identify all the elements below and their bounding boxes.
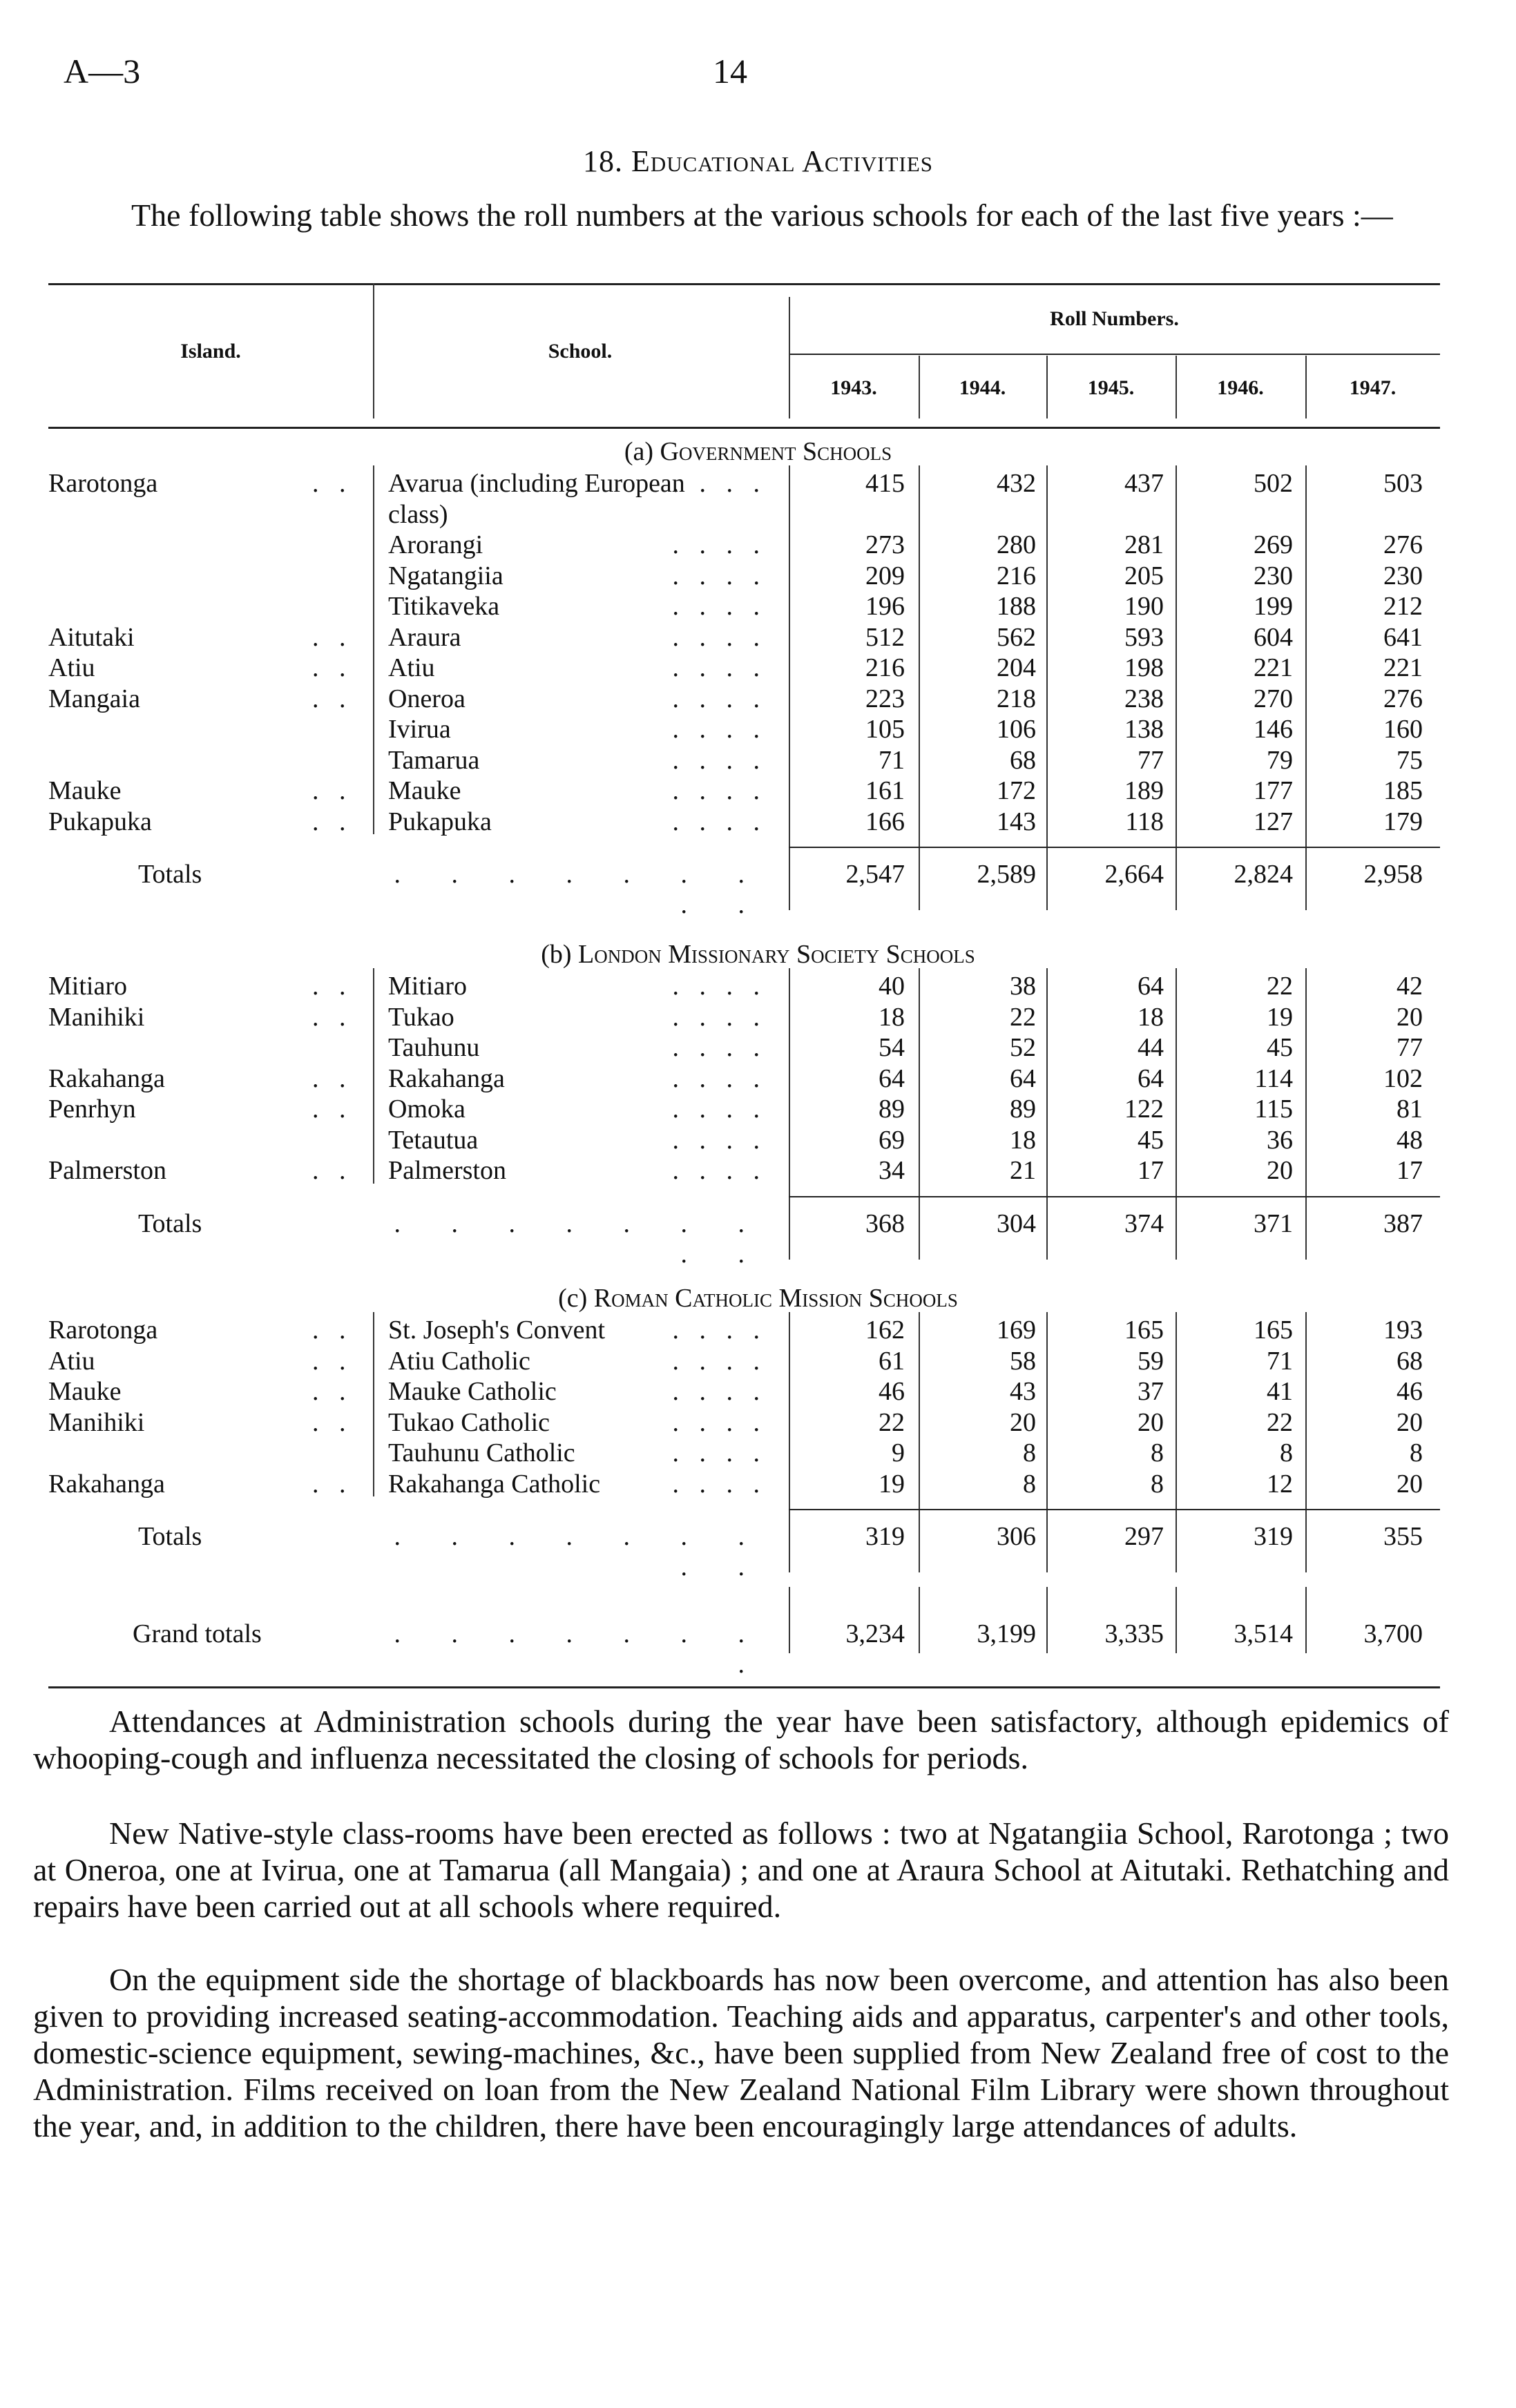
leader-dots: . . . . [672,1095,767,1124]
roll-value: 36 [1267,1126,1293,1155]
roll-value: 71 [879,746,905,775]
column-divider [1176,465,1177,910]
header-school: School. [548,340,613,363]
roll-value: 273 [865,530,905,559]
leader-dots: . . . . [672,592,767,621]
roll-value: 503 [1383,469,1423,498]
leader-dots: . . . . [672,469,767,498]
roll-value: 105 [865,715,905,744]
paragraph-classrooms: New Native-style class-rooms have been erected as follows : two at Ngatangiia School, Rarotonga ; two at Oneroa, one at Ivirua, one at Tamarua (all Mangaia) ; and one at Araura School at Aitutaki. Rethatching and repairs have been carried out at all schools where required. [33,1815,1449,1924]
roll-value: 40 [879,972,905,1001]
roll-value: 502 [1254,469,1293,498]
island-cell: Manihiki [48,1408,145,1437]
section-title: 18. Educational Activities [582,144,934,178]
table-row [0,1155,1516,1186]
roll-value: 59 [1138,1347,1164,1376]
roll-value: 20 [1397,1003,1423,1032]
table-bottom-rule [48,1686,1440,1688]
header-bottom-rule [48,427,1440,429]
roll-value: 46 [1397,1377,1423,1406]
roll-value: 20 [1138,1408,1164,1437]
school-cell: Oneroa [388,684,466,713]
totals-row [0,859,1516,919]
roll-value: 169 [997,1316,1036,1345]
roll-value: 162 [865,1316,905,1345]
school-cell: Tukao Catholic [388,1408,550,1437]
roll-value: 432 [997,469,1036,498]
roll-value: 209 [865,561,905,590]
group-title [0,939,1516,970]
header-roll-numbers: Roll Numbers. [1050,307,1179,330]
leader-dots: . . [312,807,353,836]
totals-value: 319 [1254,1522,1293,1551]
totals-rule [789,1196,1440,1197]
grand-totals-label: Grand totals [133,1619,262,1648]
table-row [0,591,1516,622]
header-year-1943: 1943. [830,376,877,399]
leader-dots: . . . . . . . . . [394,860,767,919]
school-cell: Atiu [388,653,435,682]
leader-dots: . . . . [672,1347,767,1376]
table-row [0,1469,1516,1499]
roll-value: 218 [997,684,1036,713]
school-cell: Pukapuka [388,807,492,836]
leader-dots: . . [312,1377,353,1406]
roll-value: 20 [1267,1156,1293,1185]
totals-value: 2,547 [845,860,905,889]
roll-value: 8 [1023,1438,1036,1467]
school-cell: Ivirua [388,715,451,744]
group-title-text: Government Schools [660,437,892,466]
island-cell: Atiu [48,1347,95,1376]
school-cell: Omoka [388,1095,466,1124]
roll-value: 20 [1397,1408,1423,1437]
leader-dots: . . . . [672,1126,767,1155]
leader-dots: . . . . . . . . [394,1619,767,1679]
roll-value: 75 [1397,746,1423,775]
column-divider [373,465,374,834]
roll-value: 212 [1383,592,1423,621]
roll-value: 69 [879,1126,905,1155]
leader-dots: . . [312,1408,353,1437]
roll-value: 166 [865,807,905,836]
school-cell: Arorangi [388,530,483,559]
roll-value: 21 [1010,1156,1036,1185]
totals-value: 371 [1254,1209,1293,1238]
leader-dots: . . [312,1316,353,1345]
leader-dots: . . . . [672,972,767,1001]
header-year-1946: 1946. [1217,376,1264,399]
roll-value: 58 [1010,1347,1036,1376]
roll-value: 8 [1151,1438,1164,1467]
leader-dots: . . . . [672,1438,767,1467]
group-title-prefix: (a) [624,437,654,466]
island-cell: Aitutaki [48,623,135,652]
roll-value: 280 [997,530,1036,559]
roll-value: 199 [1254,592,1293,621]
school-cell: Mitiaro [388,972,467,1001]
leader-dots: . . [312,776,353,805]
table-row [0,776,1516,806]
header-year-1945: 1945. [1087,376,1135,399]
document-code: A—3 [64,52,141,90]
roll-value: 512 [865,623,905,652]
roll-value: 221 [1383,653,1423,682]
roll-value: 18 [1138,1003,1164,1032]
roll-value: 20 [1010,1408,1036,1437]
roll-value: 64 [1010,1064,1036,1093]
totals-value: 2,824 [1234,860,1293,889]
roll-value: 52 [1010,1033,1036,1062]
group-title [0,1283,1516,1313]
leader-dots: . . [312,1156,353,1185]
roll-value: 190 [1124,592,1164,621]
group-title-prefix: (c) [558,1284,588,1313]
roll-value: 17 [1397,1156,1423,1185]
island-cell: Rarotonga [48,1316,158,1345]
table-row [0,1063,1516,1094]
leader-dots: . . [312,972,353,1001]
table-row [0,1346,1516,1376]
leader-dots: . . . . [672,1156,767,1185]
totals-value: 297 [1124,1522,1164,1551]
roll-value: 9 [892,1438,905,1467]
totals-row [0,1208,1516,1269]
island-cell: Rarotonga [48,469,158,498]
roll-value: 216 [865,653,905,682]
grand-totals-row [0,1619,1516,1679]
roll-value: 204 [997,653,1036,682]
table-row [0,1032,1516,1063]
island-cell: Manihiki [48,1003,145,1032]
leader-dots: . . [312,623,353,652]
roll-value: 143 [997,807,1036,836]
roll-value: 89 [879,1095,905,1124]
roll-value: 45 [1138,1126,1164,1155]
leader-dots: . . [312,1470,353,1499]
roll-value: 68 [1010,746,1036,775]
roll-value: 177 [1254,776,1293,805]
header-year-1944: 1944. [959,376,1006,399]
roll-value: 230 [1383,561,1423,590]
roll-value: 46 [879,1377,905,1406]
roll-value: 8 [1151,1470,1164,1499]
column-divider [789,465,790,910]
roll-value: 64 [1138,972,1164,1001]
roll-value: 37 [1138,1377,1164,1406]
group-title-text: Roman Catholic Mission Schools [593,1284,958,1313]
table-row [0,684,1516,714]
table-row [0,1125,1516,1155]
roll-value: 185 [1383,776,1423,805]
school-cell: Atiu Catholic [388,1347,530,1376]
roll-value: 269 [1254,530,1293,559]
table-row [0,530,1516,560]
school-cell: St. Joseph's Convent [388,1316,606,1345]
roll-value: 238 [1124,684,1164,713]
roll-value: 77 [1138,746,1164,775]
island-cell: Rakahanga [48,1064,165,1093]
column-divider [919,465,920,910]
leader-dots: . . . . [672,1316,767,1345]
roll-value: 189 [1124,776,1164,805]
totals-value: 355 [1383,1522,1423,1551]
group-title-prefix: (b) [541,940,572,969]
school-cell: Mauke [388,776,461,805]
roll-value: 43 [1010,1377,1036,1406]
roll-value: 593 [1124,623,1164,652]
roll-value: 437 [1124,469,1164,498]
table-row [0,1376,1516,1407]
island-cell: Palmerston [48,1156,166,1185]
roll-value: 146 [1254,715,1293,744]
roll-value: 172 [997,776,1036,805]
roll-value: 22 [1267,972,1293,1001]
totals-value: 319 [865,1522,905,1551]
school-cell: Rakahanga [388,1064,505,1093]
roll-value: 12 [1267,1470,1293,1499]
roll-value: 161 [865,776,905,805]
roll-value: 79 [1267,746,1293,775]
roll-value: 114 [1254,1064,1293,1093]
leader-dots: . . . . [672,530,767,559]
roll-value: 276 [1383,530,1423,559]
grand-totals-value: 3,700 [1363,1619,1423,1648]
school-cell: Rakahanga Catholic [388,1470,601,1499]
column-divider [373,968,374,1184]
roll-value: 44 [1138,1033,1164,1062]
roll-value: 42 [1397,972,1423,1001]
leader-dots: . . . . . . . . . [394,1209,767,1269]
roll-value: 122 [1124,1095,1164,1124]
roll-value: 216 [997,561,1036,590]
grand-totals-value: 3,335 [1104,1619,1164,1648]
table-row [0,1438,1516,1468]
leader-dots: . . [312,1003,353,1032]
roll-value: 196 [865,592,905,621]
totals-value: 2,958 [1363,860,1423,889]
roll-value: 81 [1397,1095,1423,1124]
roll-value: 64 [879,1064,905,1093]
school-cell: Tamarua [388,746,480,775]
leader-dots: . . . . [672,1033,767,1062]
table-row [0,971,1516,1001]
roll-value: 45 [1267,1033,1293,1062]
table-row [0,1094,1516,1124]
table-top-rule [48,283,1440,285]
roll-value: 276 [1383,684,1423,713]
table-row [0,499,1516,530]
grand-totals-value: 3,514 [1234,1619,1293,1648]
table-row [0,1002,1516,1032]
totals-value: 387 [1383,1209,1423,1238]
grand-totals-value: 3,234 [845,1619,905,1648]
roll-value: 38 [1010,972,1036,1001]
group-title [0,436,1516,467]
roll-value: 102 [1383,1064,1423,1093]
table-row [0,807,1516,837]
leader-dots: . . . . [672,776,767,805]
school-cell: Mauke Catholic [388,1377,557,1406]
table-row [0,622,1516,653]
paragraph-attendance: Attendances at Administration schools during the year have been satisfactory, although epidemics of whooping-cough and influenza necessitated the closing of schools for periods. [33,1704,1449,1775]
island-cell: Pukapuka [48,807,152,836]
totals-label: Totals [138,1522,202,1551]
leader-dots: . . . . [672,715,767,744]
roll-value: 118 [1125,807,1164,836]
leader-dots: . . . . . . . . . [394,1522,767,1581]
roll-value: 160 [1383,715,1423,744]
totals-value: 2,664 [1104,860,1164,889]
roll-value: 604 [1254,623,1293,652]
roll-value: 165 [1124,1316,1164,1345]
roll-value: 22 [879,1408,905,1437]
school-cell: Titikaveka [388,592,500,621]
roll-value: 230 [1254,561,1293,590]
totals-label: Totals [138,860,202,889]
island-cell: Mitiaro [48,972,127,1001]
school-cell: Tukao [388,1003,454,1032]
roll-value: 54 [879,1033,905,1062]
table-row [0,1407,1516,1438]
leader-dots: . . . . [672,684,767,713]
leader-dots: . . . . [672,653,767,682]
page-number: 14 [713,52,747,90]
roll-value: 115 [1254,1095,1293,1124]
column-divider [1046,465,1048,910]
totals-rule [789,847,1440,848]
header-island: Island. [180,340,241,363]
roll-value: 71 [1267,1347,1293,1376]
leader-dots: . . . . [672,1003,767,1032]
paragraph-equipment: On the equipment side the shortage of blackboards has now been overcome, and attention has also been given to providing increased seating-accommodation. Teaching aids and apparatus, carpenter's and other tools, domestic-science equipment, sewing-machines, &c., have been supplied from New Zealand free of cost to the Administration. Films received on loan from the New Zealand National Film Library were shown throughout the year, and, in addition to the children, there have been encouragingly large attendances of adults. [33,1962,1449,2144]
leader-dots: . . [312,1347,353,1376]
roll-header-rule [789,354,1440,355]
roll-value: 641 [1383,623,1423,652]
school-cell: Avarua (including European [388,469,685,498]
totals-value: 368 [865,1209,905,1238]
roll-value: 127 [1254,807,1293,836]
roll-value: 77 [1397,1033,1423,1062]
roll-value: 562 [997,623,1036,652]
table-row [0,468,1516,499]
roll-value: 415 [865,469,905,498]
roll-value: 48 [1397,1126,1423,1155]
roll-value: 22 [1010,1003,1036,1032]
school-cell: Araura [388,623,461,652]
totals-row [0,1521,1516,1581]
roll-value: 64 [1138,1064,1164,1093]
leader-dots: . . . . [672,623,767,652]
roll-value: 34 [879,1156,905,1185]
roll-value: 281 [1124,530,1164,559]
roll-value: 8 [1023,1470,1036,1499]
roll-value: 17 [1138,1156,1164,1185]
leader-dots: . . [312,684,353,713]
totals-value: 2,589 [977,860,1036,889]
totals-value: 304 [997,1209,1036,1238]
table-row [0,561,1516,591]
roll-value: 61 [879,1347,905,1376]
roll-value: 193 [1383,1316,1423,1345]
roll-value: 19 [1267,1003,1293,1032]
roll-value: 19 [879,1470,905,1499]
island-cell: Mauke [48,776,122,805]
table-row [0,714,1516,744]
intro-text: The following table shows the roll numbers at the various schools for each of the last five years :— [131,198,1393,233]
roll-value: 18 [879,1003,905,1032]
leader-dots: . . . . [672,1408,767,1437]
school-cell: Ngatangiia [388,561,503,590]
island-cell: Mauke [48,1377,122,1406]
totals-rule [789,1509,1440,1510]
leader-dots: . . . . [672,807,767,836]
roll-value: 106 [997,715,1036,744]
leader-dots: . . [312,469,353,498]
column-divider [373,1312,374,1496]
roll-value: 8 [1280,1438,1293,1467]
roll-value: 221 [1254,653,1293,682]
roll-value: 270 [1254,684,1293,713]
school-cell: class) [388,500,448,529]
roll-value: 205 [1124,561,1164,590]
leader-dots: . . . . [672,561,767,590]
roll-value: 20 [1397,1470,1423,1499]
roll-value: 22 [1267,1408,1293,1437]
leader-dots: . . [312,1095,353,1124]
school-cell: Palmerston [388,1156,506,1185]
leader-dots: . . . . [672,1377,767,1406]
grand-totals-value: 3,199 [977,1619,1036,1648]
header-year-1947: 1947. [1349,376,1397,399]
totals-value: 374 [1124,1209,1164,1238]
roll-value: 18 [1010,1126,1036,1155]
island-cell: Atiu [48,653,95,682]
table-row [0,745,1516,776]
island-cell: Mangaia [48,684,140,713]
island-cell: Rakahanga [48,1470,165,1499]
roll-value: 223 [865,684,905,713]
school-cell: Tauhunu Catholic [388,1438,575,1467]
school-cell: Tetautua [388,1126,479,1155]
school-cell: Tauhunu [388,1033,480,1062]
leader-dots: . . . . [672,746,767,775]
totals-label: Totals [138,1209,202,1238]
leader-dots: . . [312,653,353,682]
leader-dots: . . . . [672,1470,767,1499]
roll-value: 138 [1124,715,1164,744]
roll-value: 41 [1267,1377,1293,1406]
totals-value: 306 [997,1522,1036,1551]
roll-value: 165 [1254,1316,1293,1345]
roll-value: 8 [1410,1438,1423,1467]
group-title-text: London Missionary Society Schools [578,940,975,969]
roll-value: 89 [1010,1095,1036,1124]
leader-dots: . . [312,1064,353,1093]
column-divider [1305,465,1307,910]
leader-dots: . . . . [672,1064,767,1093]
roll-value: 68 [1397,1347,1423,1376]
roll-value: 188 [997,592,1036,621]
table-row [0,653,1516,683]
roll-value: 179 [1383,807,1423,836]
island-cell: Penrhyn [48,1095,136,1124]
roll-value: 198 [1124,653,1164,682]
table-row [0,1315,1516,1345]
